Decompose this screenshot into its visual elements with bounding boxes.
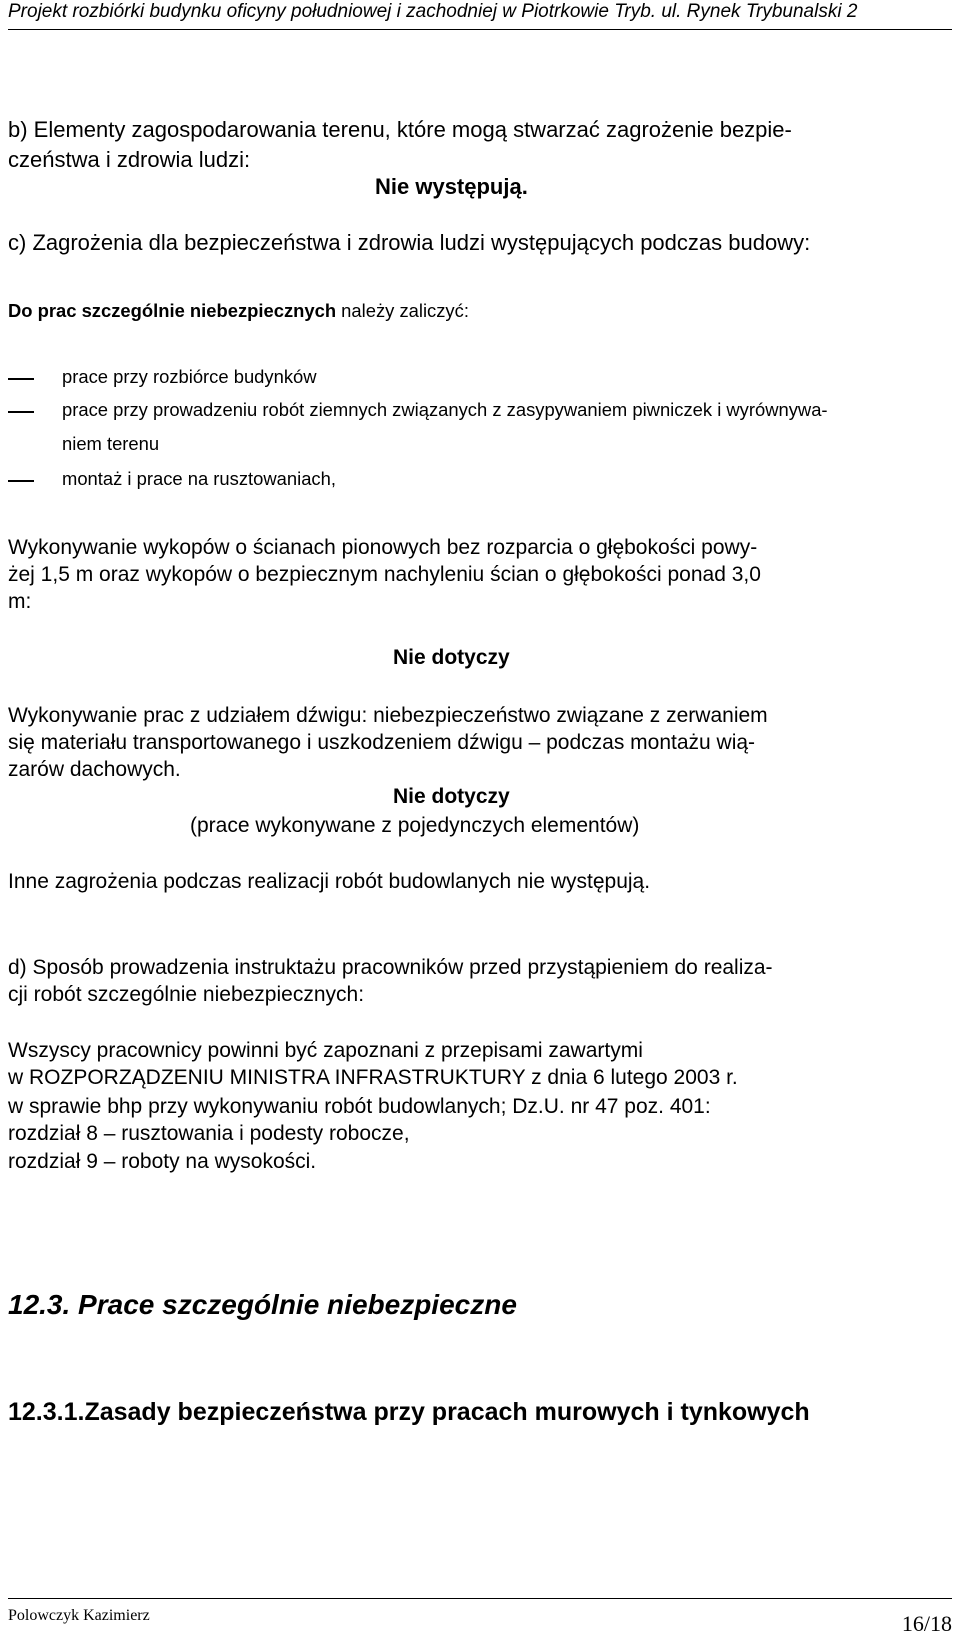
other-hazards: Inne zagrożenia podczas realizacji robót budowlanych nie występują. [8,870,651,893]
crane-note: (prace wykonywane z pojedynczych elementów) [190,814,640,837]
section-c-intro-bold: Do prac szczególnie niebezpiecznych [8,300,337,321]
list-bullet-dash [8,411,34,413]
excavation-line-2: żej 1,5 m oraz wykopów o bezpiecznym nachyleniu ścian o głębokości ponad 3,0 [8,563,761,586]
excavation-line-3: m: [8,590,32,613]
footer-author: Polowczyk Kazimierz [8,1607,150,1624]
section-d-body-1: Wszyscy pracownicy powinni być zapoznani z przepisami zawartymi [8,1039,643,1062]
list-item: prace przy rozbiórce budynków [62,366,317,387]
list-bullet-dash [8,480,34,482]
section-c-intro-rest: należy zaliczyć: [336,300,469,321]
heading-12-3-1: 12.3.1.Zasady bezpieczeństwa przy pracach murowych i tynkowych [8,1398,810,1426]
section-b-status: Nie występują. [375,174,528,199]
section-d-heading-2: cji robót szczególnie niebezpiecznych: [8,983,365,1006]
section-c-intro [8,300,469,322]
section-b-line-1: b) Elementy zagospodarowania terenu, które mogą stwarzać zagrożenie bezpie- [8,117,792,142]
footer-page-number: 16/18 [901,1611,952,1636]
section-d-body-3: w sprawie bhp przy wykonywaniu robót budowlanych; Dz.U. nr 47 poz. 401: [8,1095,711,1118]
list-item: prace przy prowadzeniu robót ziemnych związanych z zasypywaniem piwniczek i wyrównywa- [62,399,828,420]
section-d-heading-1: d) Sposób prowadzenia instruktażu pracowników przed przystąpieniem do realiza- [8,956,773,979]
crane-line-3: zarów dachowych. [8,758,181,781]
list-item: montaż i prace na rusztowaniach, [62,468,336,489]
list-bullet-dash [8,378,34,380]
heading-12-3: 12.3. Prace szczególnie niebezpieczne [8,1289,517,1320]
section-d-body-4: rozdział 8 – rusztowania i podesty robocze, [8,1122,410,1145]
section-d-body-2: w ROZPORZĄDZENIU MINISTRA INFRASTRUKTURY z dnia 6 lutego 2003 r. [8,1066,738,1089]
section-c-heading: c) Zagrożenia dla bezpieczeństwa i zdrowia ludzi występujących podczas budowy: [8,230,811,255]
list-item-continuation: niem terenu [62,433,160,454]
section-b-line-2: czeństwa i zdrowia ludzi: [8,147,251,172]
page-footer [8,1598,952,1637]
crane-line-1: Wykonywanie prac z udziałem dźwigu: niebezpieczeństwo związane z zerwaniem [8,704,768,727]
crane-line-2: się materiału transportowanego i uszkodzeniem dźwigu – podczas montażu wią- [8,731,756,754]
page-header: Projekt rozbiórki budynku oficyny południowej i zachodniej w Piotrkowie Tryb. ul. Rynek Trybunalski 2 [8,1,952,30]
excavation-line-1: Wykonywanie wykopów o ścianach pionowych bez rozparcia o głębokości powy- [8,536,758,559]
section-d-body-5: rozdział 9 – roboty na wysokości. [8,1150,317,1173]
crane-status: Nie dotyczy [393,785,510,808]
excavation-status: Nie dotyczy [393,646,510,669]
